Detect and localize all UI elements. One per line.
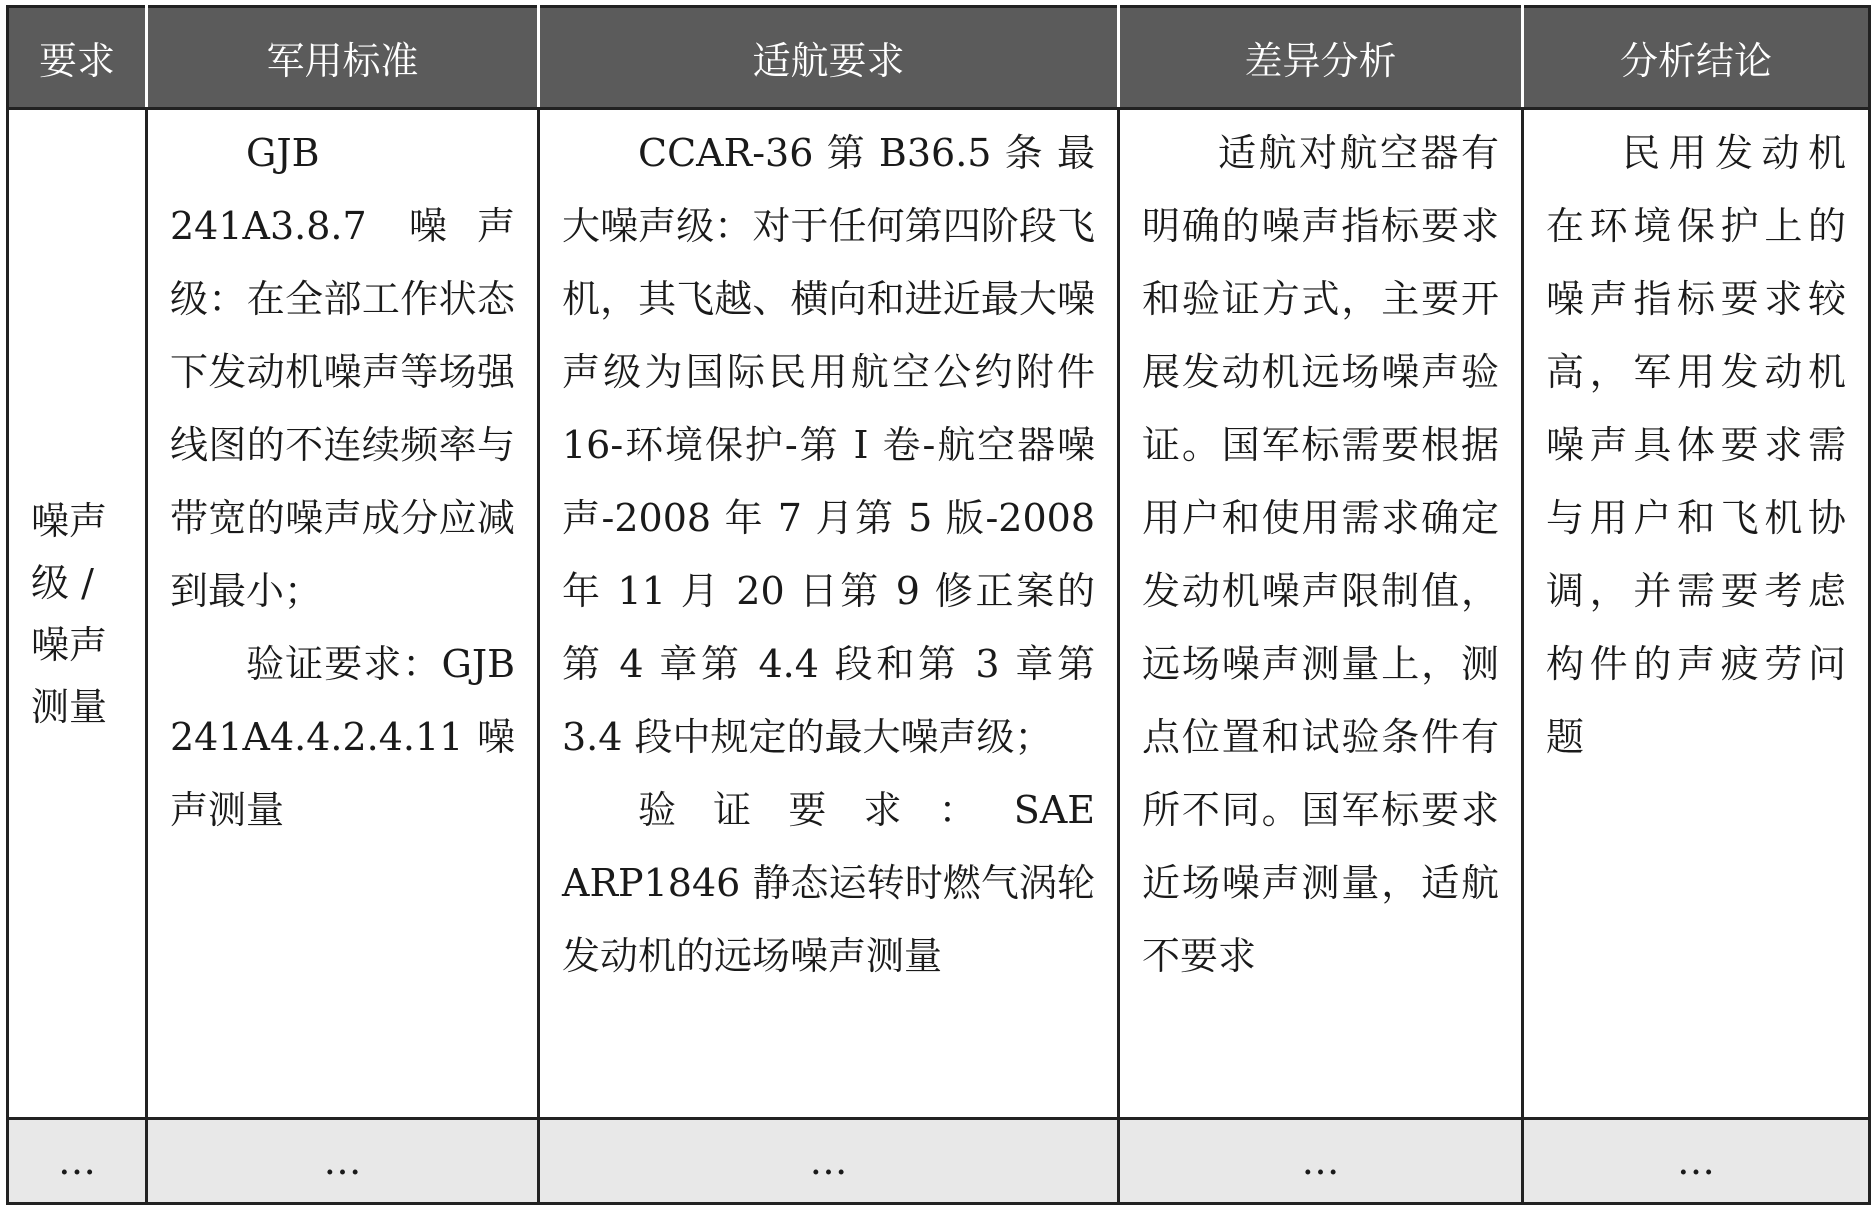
- ellipsis-cell: …: [8, 1119, 147, 1204]
- ellipsis-cell: …: [1119, 1119, 1523, 1204]
- header-requirement: 要求: [8, 7, 147, 109]
- header-conclusion: 分析结论: [1523, 7, 1870, 109]
- ellipsis-row: [8, 1119, 1870, 1204]
- ellipsis-cell: …: [1523, 1119, 1870, 1204]
- cell-conclusion: [1523, 109, 1870, 1119]
- military-standard-verification: 验证要求：GJB 241A4.4.2.4.11 噪声测量: [170, 642, 515, 832]
- comparison-table-container: [6, 5, 1868, 1196]
- cell-airworthiness: [539, 109, 1119, 1119]
- header-airworthiness: 适航要求: [539, 7, 1119, 109]
- ellipsis-cell: …: [539, 1119, 1119, 1204]
- table-row: [8, 109, 1870, 1119]
- conclusion-text: 民用发动机在环境保护上的噪声指标要求较高，军用发动机噪声具体要求需与用户和飞机协调，并需要考虑构件的声疲劳问题: [1546, 131, 1846, 759]
- cell-military-standard: [147, 109, 539, 1119]
- comparison-table: [6, 5, 1871, 1205]
- cell-requirement: 噪声级 / 噪声测量: [8, 109, 147, 1119]
- difference-analysis-text: 适航对航空器有明确的噪声指标要求和验证方式，主要开展发动机远场噪声验证。国军标需要根据用户和使用需求确定发动机噪声限制值，远场噪声测量上，测点位置和试验条件有所不同。国军标要求近场噪声测量，适航不要求: [1142, 131, 1499, 978]
- military-standard-text: GJB 241A3.8.7 噪声级：在全部工作状态下发动机噪声等场强线图的不连续频率与带宽的噪声成分应减到最小；: [170, 131, 515, 613]
- header-row: [8, 7, 1870, 109]
- header-difference-analysis: 差异分析: [1119, 7, 1523, 109]
- airworthiness-text: CCAR-36 第 B36.5 条 最大噪声级：对于任何第四阶段飞机，其飞越、横向和进近最大噪声级为国际民用航空公约附件 16-环境保护-第 I 卷-航空器噪声-2008 年 7 月第 5 版-2008 年 11 月 20 日第 9 修正案的第 4 章第 4.4 段和第 3 章第 3.4 段中规定的最大噪声级；: [562, 131, 1095, 759]
- ellipsis-cell: …: [147, 1119, 539, 1204]
- header-military-standard: 军用标准: [147, 7, 539, 109]
- cell-difference-analysis: [1119, 109, 1523, 1119]
- airworthiness-verification: 验证要求：SAE ARP1846 静态运转时燃气涡轮发动机的远场噪声测量: [562, 788, 1095, 978]
